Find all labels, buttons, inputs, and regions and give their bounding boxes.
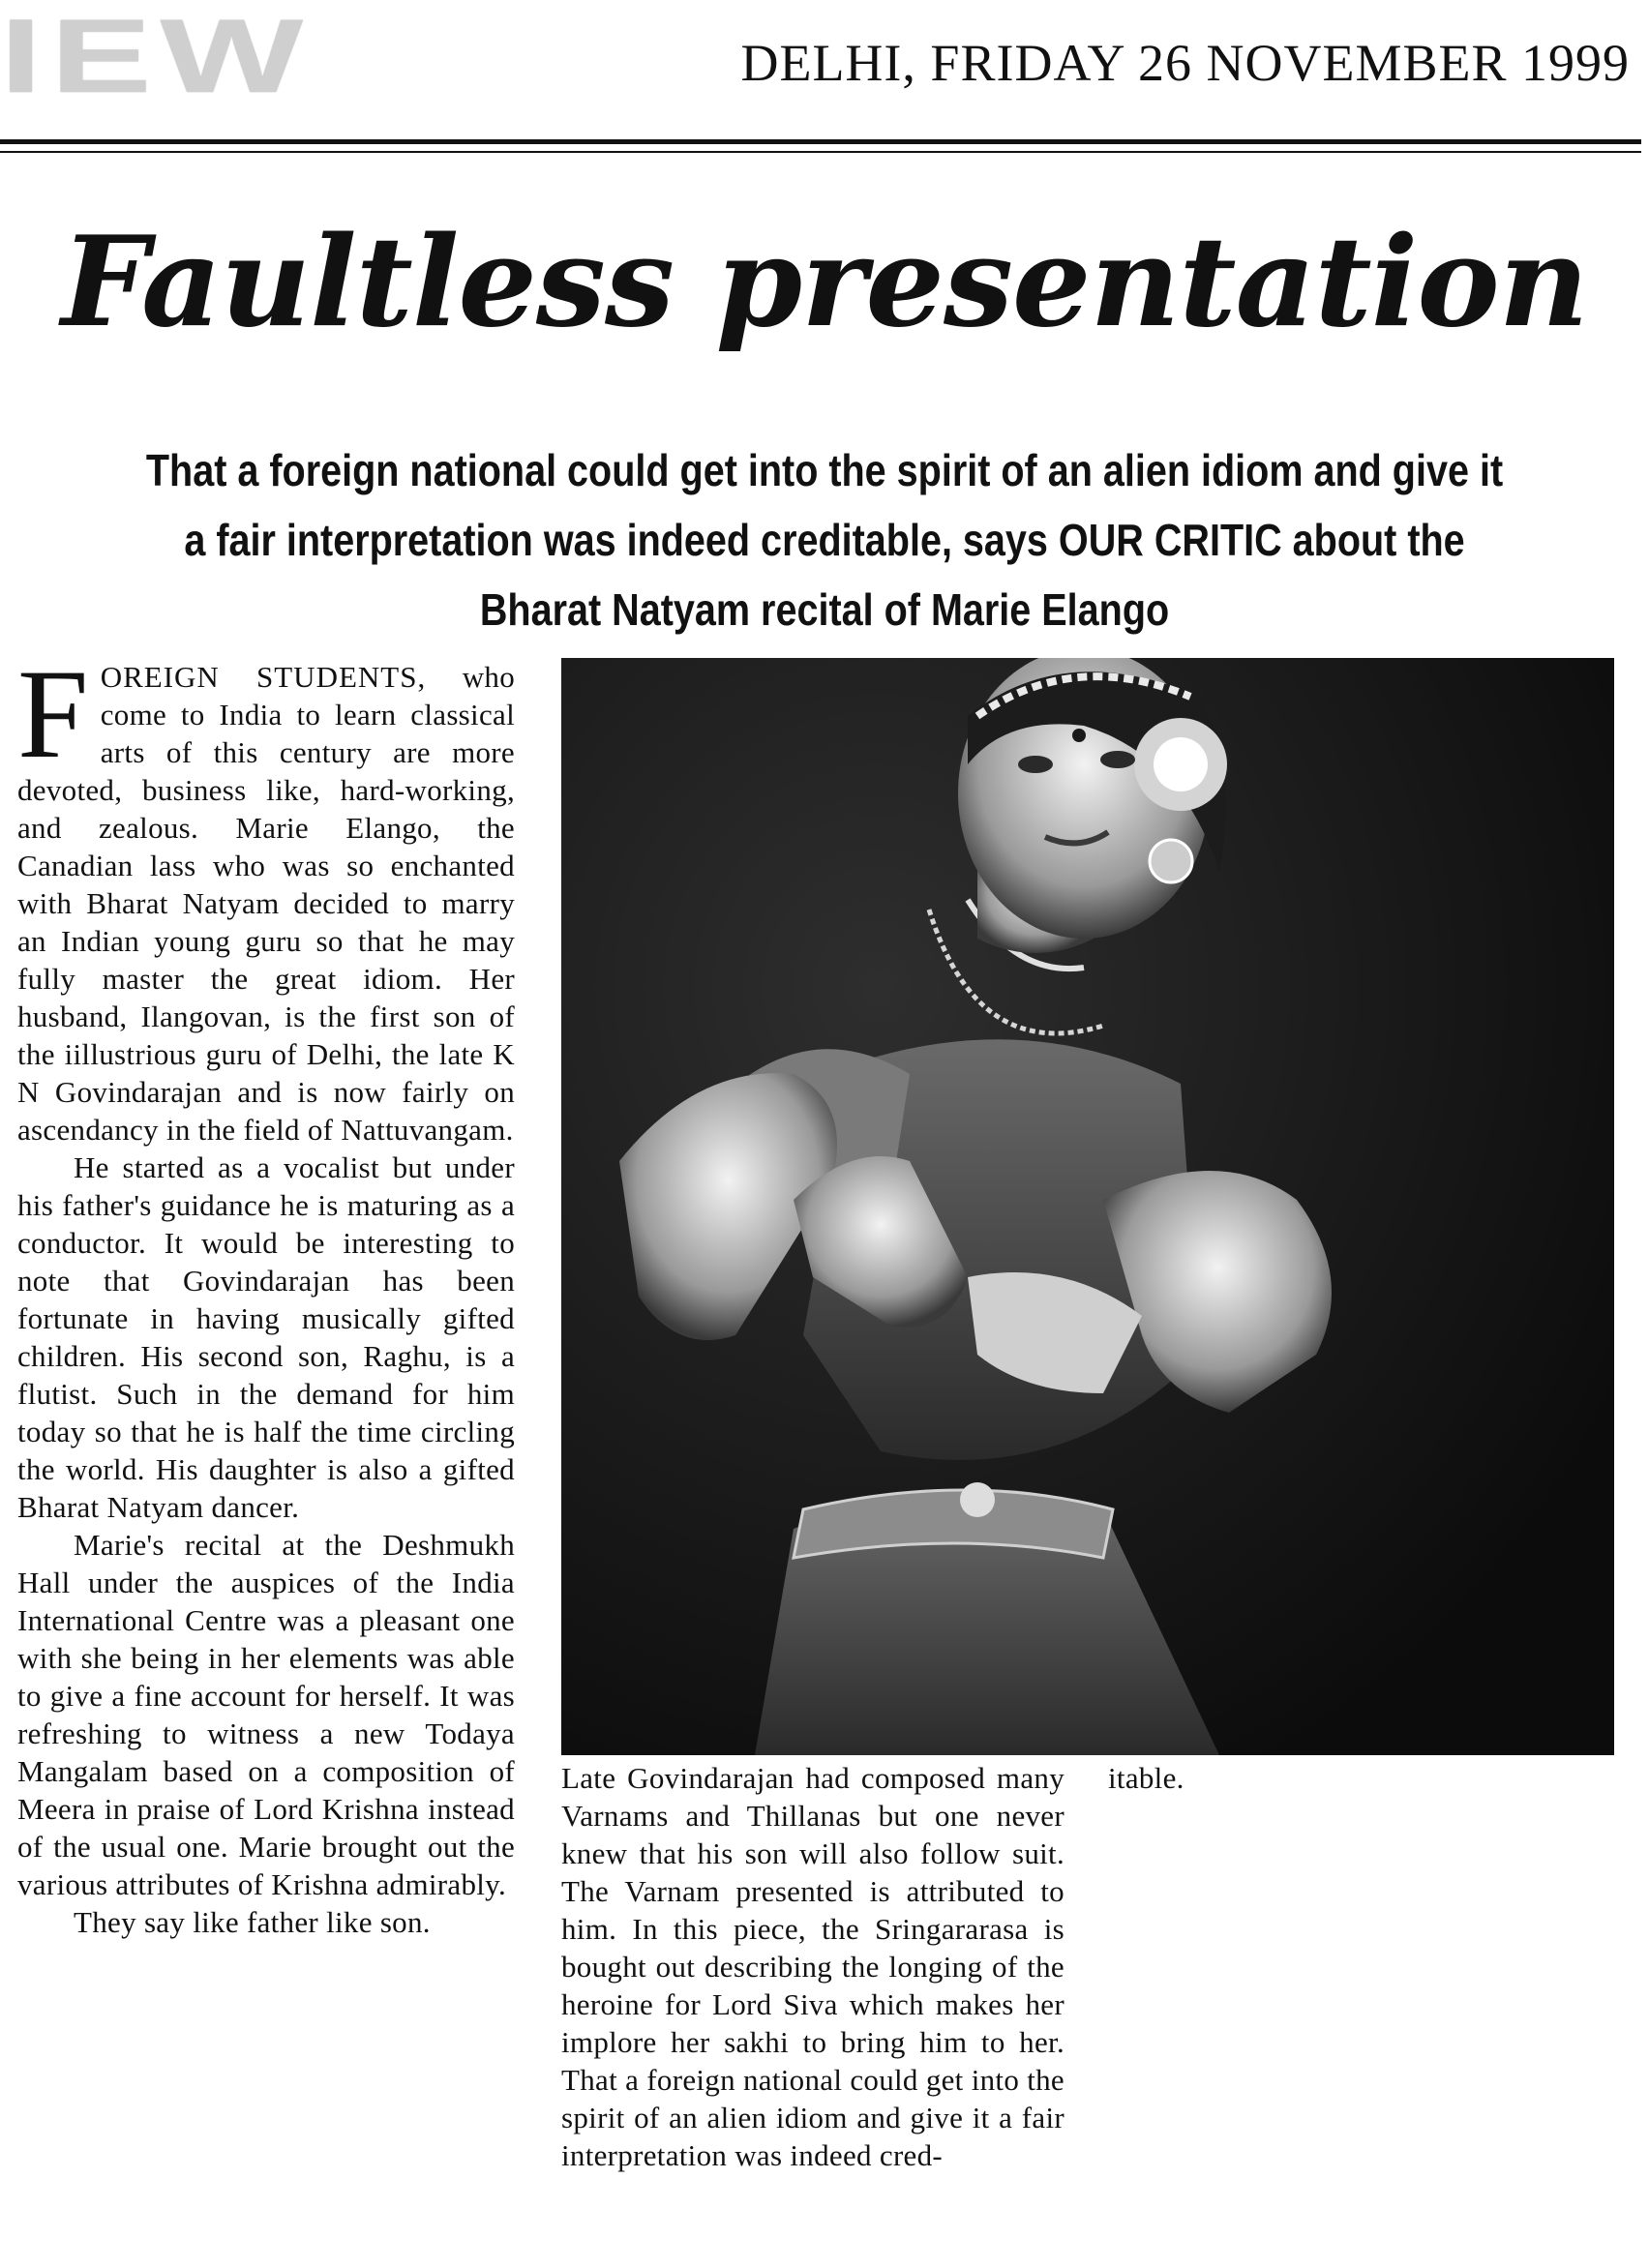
article-column-2 [561, 1759, 1064, 2174]
paragraph-1-text: who come to India to learn classical arts of this century are more devoted, business like, hard-working, and zealous. Marie Elango, the Canadian lass who was so enchanted with Bharat Natyam decided to marry an Indian young guru so that he may fully master the great idiom. Her husband, Ilangovan, is the first son of the iillustrious guru of Delhi, the late K N Govindarajan and is now fairly on ascendancy in the field of Nattuvangam. [17, 660, 515, 1147]
article-column-1 [17, 642, 515, 1941]
dateline: DELHI, FRIDAY 26 NOVEMBER 1999 [740, 34, 1630, 92]
paragraph-4: They say like father like son. [74, 1905, 431, 1939]
article-column-3 [1108, 1759, 1302, 1797]
paragraph-3: Marie's recital at the Deshmukh Hall under the auspices of the India International Centre was a pleasant one with she being in her elements was able to give a fine account for herself. It was refreshing to witness a new Todaya Mangalam based on a composition of Meera in praise of Lord Krishna instead of the usual one. Marie brought out the various attributes of Krishna admirably. [17, 1528, 515, 1901]
masthead-logo: IEW [0, 0, 312, 114]
standfirst: That a foreign national could get into the spirit of an alien idiom and give it a fair interpretation was indeed creditable, says OUR CRITIC about the Bharat Natyam recital of Marie Elango [145, 445, 1504, 635]
dropcap: F [17, 642, 89, 785]
paragraph-6: itable. [1108, 1761, 1184, 1795]
dancer-photo [561, 658, 1614, 1755]
paragraph-1 [17, 642, 515, 1149]
masthead-rule [0, 139, 1641, 144]
lead-caps: OREIGN STUDENTS, [100, 660, 427, 694]
masthead-rule-thin [0, 151, 1641, 153]
paragraph-5: Late Govindarajan had composed many Varnams and Thillanas but one never knew that his son will also follow suit. The Varnam presented is attributed to him. In this piece, the Sringararasa is bought out describing the longing of the heroine for Lord Siva which makes her implore her sakhi to bring him to her. That a foreign national could get into the spirit of an alien idiom and give it a fair interpretation was indeed cred- [561, 1761, 1064, 2172]
paragraph-2: He started as a vocalist but under his father's guidance he is maturing as a conductor. It would be interesting to note that Govindarajan has been fortunate in having musically gifted children. His second son, Raghu, is a flutist. Such in the demand for him today so that he is half the time circling the world. His daughter is also a gifted Bharat Natyam dancer. [17, 1150, 515, 1524]
headline: Faultless presentation [61, 210, 1588, 355]
